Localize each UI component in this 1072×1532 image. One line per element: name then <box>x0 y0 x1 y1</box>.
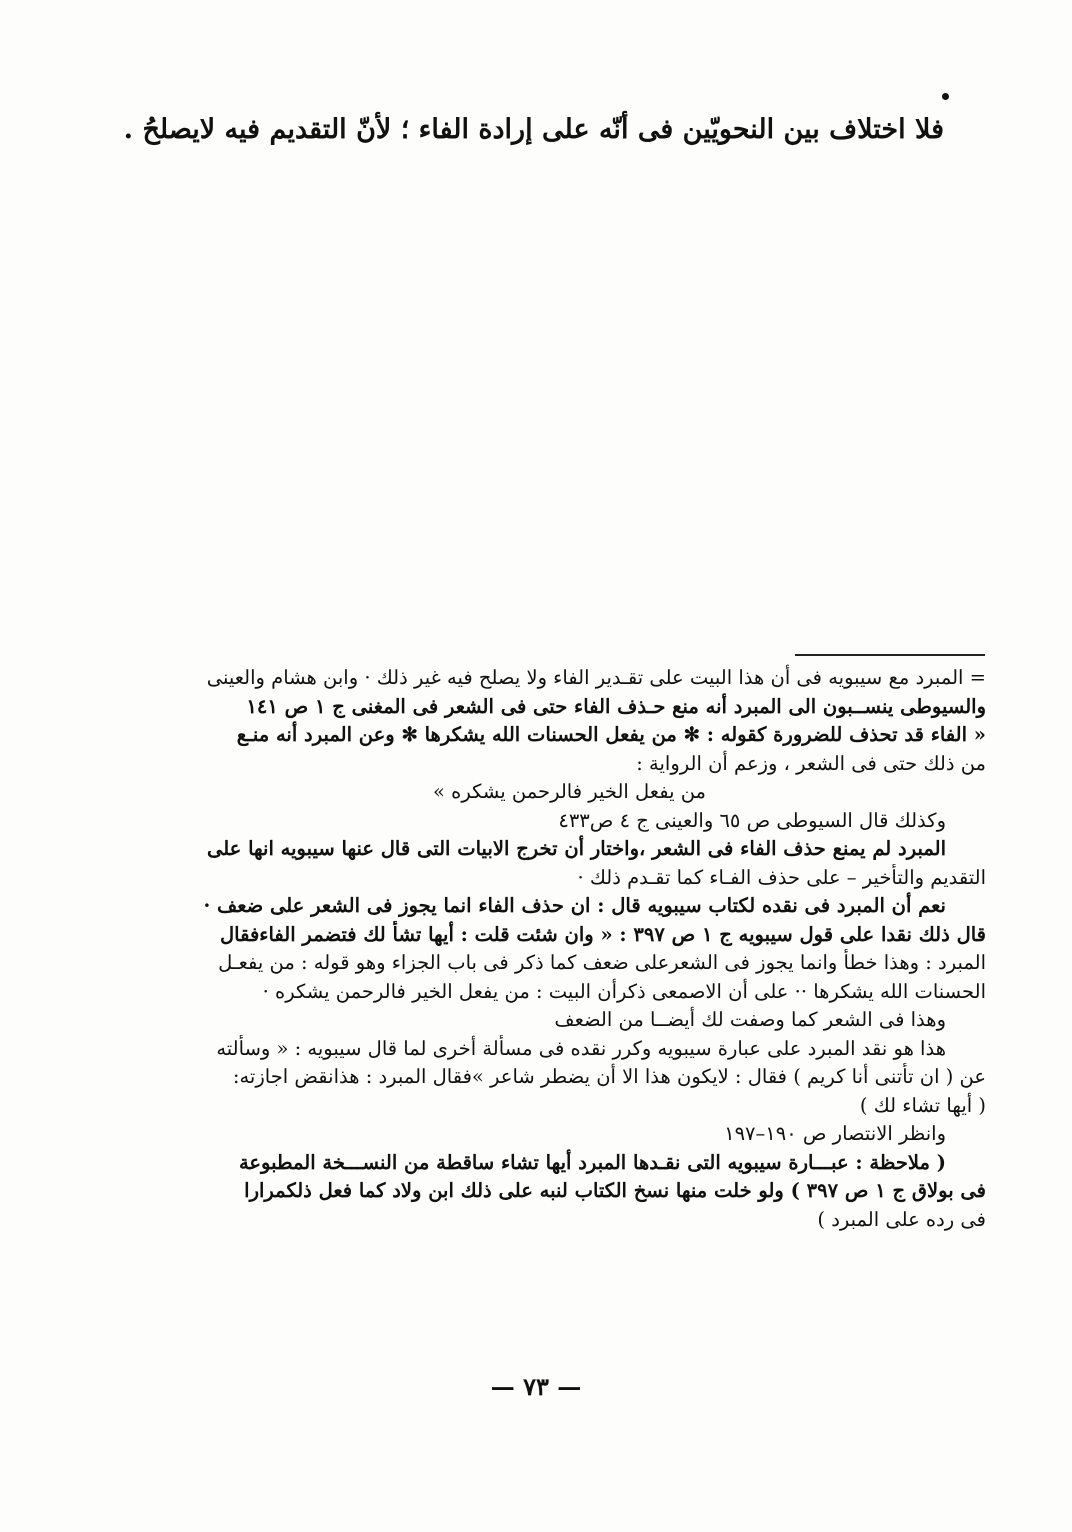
footnote-line: وهذا فى الشعر كما وصفت لك أيضــا من الضعف <box>554 1008 946 1031</box>
footnote-line: فى بولاق ج ١ ص ٣٩٧ ) ولو خلت منها نسخ الكتاب لنبه على ذلك ابن ولاد كما فعل ذلكمرارا <box>244 1179 986 1202</box>
ink-dot-mark <box>942 93 949 100</box>
footnote-line: ( أيها تشاء لك ) <box>859 1093 986 1117</box>
footnote-line: التقديم والتأخير – على حذف الفـاء كما تقـدم ذلك · <box>577 865 986 889</box>
footnote-line: هذا هو نقد المبرد على عبارة سيبويه وكرر نقده فى مسألة أخرى لما قال سيبويه : « وسألته <box>216 1036 946 1060</box>
footnote-line: المبرد لم يمنع حذف الفاء فى الشعر ،واختار أن تخرج الابيات التى قال عنها سيبويه انها على <box>206 837 946 860</box>
footnote-line: قال ذلك نقدا على قول سيبويه ج ١ ص ٣٩٧ : « وان شئت قلت : أيها تشأ لك فتضمر الفاءفقال <box>220 922 986 946</box>
footnote-line: « الفاء قد تحذف للضرورة كقوله : ✻ من يفعل الحسنات الله يشكرها ✻ وعن المبرد أنه منـع <box>236 723 986 746</box>
footnote-line: من ذلك حتى فى الشعر ، وزعم أن الرواية : <box>636 751 986 775</box>
footnote-line: والسيوطى ينســبون الى المبرد أنه منع حـذف الفاء حتى فى الشعر فى المغنى ج ١ ص ١٤١ <box>246 694 986 718</box>
footnotes-block <box>118 664 986 1234</box>
footnote-line: = المبرد مع سيبويه فى أن هذا البيت على تقـدير الفاء ولا يصلح فيه غير ذلك · وابن هشام والعينى <box>206 666 986 689</box>
footnote-line: ( ملاحظة : عبـــارة سيبويه التى نقـدها المبرد أيها تشاء ساقطة من النســـخة المطبوعة <box>238 1150 946 1174</box>
footnote-line: وانظر الانتصار ص ١٩٠–١٩٧ <box>724 1122 946 1145</box>
page-number: — ٧٣ — <box>490 1372 582 1401</box>
footnote-separator-rule <box>795 654 985 656</box>
main-text-line: فلا اختلاف بين النحويّين فى أنّه على إرادة الفاء ؛ لأنّ التقديم فيه لايصلحُ . <box>123 114 944 145</box>
footnote-line: عن ( ان تأتنى أنا كريم ) فقال : لايكون هذا الا أن يضطر شاعر »فقال المبرد : هذانقض اجازته: <box>232 1065 986 1088</box>
footnote-line: نعم أن المبرد فى نقده لكتاب سيبويه قال : ان حذف الفاء انما يجوز فى الشعر على ضعف · <box>203 894 946 917</box>
footnote-line: الحسنات الله يشكرها ·· على أن الاصمعى ذكرأن البيت : من يفعل الخير فالرحمن يشكره · <box>262 979 986 1003</box>
footnote-line: المبرد : وهذا خطأ وانما يجوز فى الشعرعلى ضعف كما ذكر فى باب الجزاء وهو قوله : من يفعـل <box>218 951 986 974</box>
footnote-line: فى رده على المبرد ) <box>817 1207 986 1231</box>
footnote-line: وكذلك قال السيوطى ص ٦٥ والعينى ج ٤ ص٤٣٣ <box>558 808 946 832</box>
footnote-verse-line: من يفعل الخير فالرحمن يشكره » <box>433 780 706 803</box>
